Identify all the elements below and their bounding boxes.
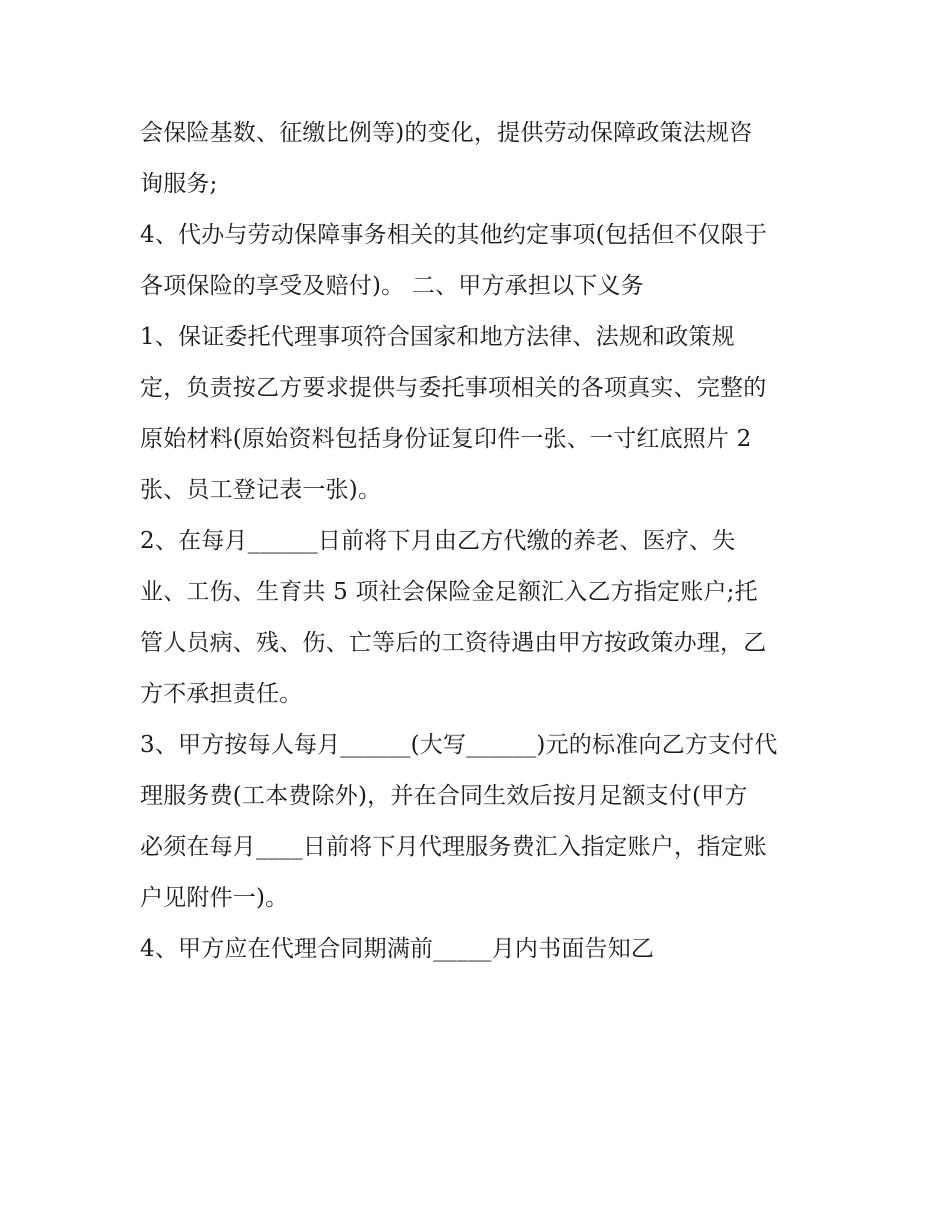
text-line: 原始材料(原始资料包括身份证复印件一张、一寸红底照片 2 <box>140 426 752 452</box>
text-line: 各项保险的享受及赔付)。 二、甲方承担以下义务 <box>140 273 644 299</box>
text-line: 询服务; <box>140 171 218 197</box>
text-line: 户见附件一)。 <box>140 885 289 911</box>
text-line: 4、代办与劳动保障事务相关的其他约定事项(包括但不仅限于 <box>140 222 768 248</box>
text-line: 业、工伤、生育共 5 项社会保险金足额汇入乙方指定账户;托 <box>140 579 758 605</box>
text-line: 1、保证委托代理事项符合国家和地方法律、法规和政策规 <box>140 324 735 350</box>
contract-body-text <box>140 108 830 975</box>
text-line: 会保险基数、征缴比例等)的变化，提供劳动保障政策法规咨 <box>140 120 753 146</box>
text-line: 4、甲方应在代理合同期满前_____月内书面告知乙 <box>140 936 655 962</box>
text-line: 管人员病、残、伤、亡等后的工资待遇由甲方按政策办理，乙 <box>140 630 767 656</box>
text-line: 3、甲方按每人每月______(大写______)元的标准向乙方支付代 <box>140 732 778 758</box>
text-line: 张、员工登记表一张)。 <box>140 477 382 503</box>
text-line: 方不承担责任。 <box>140 681 303 707</box>
text-line: 2、在每月______日前将下月由乙方代缴的养老、医疗、失 <box>140 528 736 554</box>
text-line: 定，负责按乙方要求提供与委托事项相关的各项真实、完整的 <box>140 375 767 401</box>
text-line: 理服务费(工本费除外)，并在合同生效后按月足额支付(甲方 <box>140 783 748 809</box>
text-line: 必须在每月____日前将下月代理服务费汇入指定账户，指定账 <box>140 834 767 860</box>
